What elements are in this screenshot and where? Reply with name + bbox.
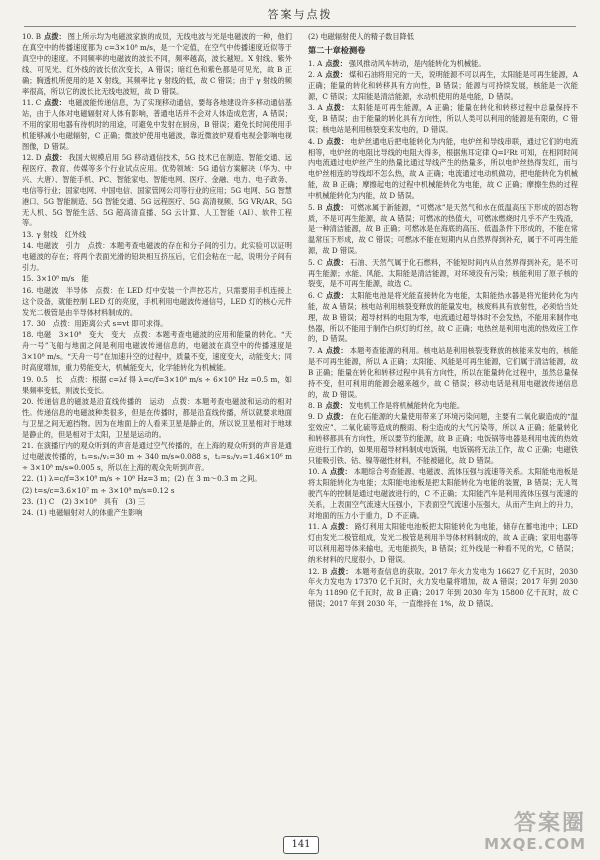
question-number: 16. (22, 285, 34, 295)
answer-text: 太阳能电池是将光能直接转化为电能，太阳能热水器是将光能转化为内能，故 A 错误；核电站利用核裂变释放的能量发电，核废料具有放射性，必须恰当处理，故 B 错误；超导材料的电阻为零，电流通过超导体时不会发热，不能用来制作电热器，所以不能用于制作白炽灯的灯丝，故 C 正确；电热丝是利用电流的热效应工作的，D 错误。 (308, 290, 578, 344)
hint-label: 点拨： (325, 202, 348, 212)
answer-text: 石油、天然气属于化石燃料，不能短时间内从自然界得到补充，是不可再生能源；水能、风能、太阳能是清洁能源，对环境没有污染；核能利用了原子核的裂变，是不可再生能源，故选 C。 (308, 257, 578, 289)
section-title: 第二十章检测卷 (308, 44, 366, 55)
answer-text: γ 射线 红外线 (36, 229, 87, 239)
question-number: 5. C (308, 257, 323, 267)
answer-entry (22, 241, 292, 274)
answer-entry (308, 32, 578, 43)
hint-label: 点拨： (325, 412, 348, 422)
answer-entry (22, 230, 292, 241)
answer-entry (308, 70, 578, 103)
header-divider (24, 26, 576, 27)
hint-label: 点拨： (44, 152, 67, 162)
right-column (308, 32, 578, 611)
question-number: 12. D (22, 152, 42, 162)
answer-text: 在演播厅内的观众听到的声音是通过空气传播的，在上海的观众听到的声音是通过电磁波传播的，t₁=s₁/v₁=30 m ÷ 340 m/s≈0.088 s，t₂=s₂/v₂=1.46×10⁶ m ÷ 3×10⁸ m/s≈0.005 s，所以在上海的观众先听到声音。 (22, 441, 292, 472)
answer-text: 在化石能源的大量使用带来了环境污染问题，主要有二氧化碳造成的“温室效应”、二氧化硫等造成的酸雨、粉尘造成的大气污染等，所以 A 正确；能量转化和转移都具有方向性，所以要节约能源，故 B 正确；电饭锅等电器是利用电流的热效应进行工作的，如果用超导材料制成电饭锅，电饭锅将无法工作，故 C 正确；电磁铁只能吸引铁、钴、镍等磁性材料，不能被磁化，故 D 错误。 (308, 412, 578, 465)
answer-text: 太阳能是可再生能源，A 正确；能量在转化和转移过程中总量保持不变，B 错误；由于能量的转化具有方向性，所以人类可以利用的能源是有限的，C 错误；核电站是利用核裂变来发电的，D 错误。 (308, 103, 578, 135)
question-number: 6. C (308, 290, 323, 300)
answer-entry (308, 567, 578, 611)
answer-entry (22, 98, 292, 153)
question-number: 22. (22, 474, 34, 484)
answer-text: (1) C (2) 3×10⁸ 具有 (3) 三 (36, 497, 146, 507)
answer-text: 本题考查能源的利用。核电站是利用核裂变释放的核能来发电的，核能是不可再生能源，所以 A 正确；太阳能、风能是可再生能源，它们属于清洁能源，故 B 正确；能量在转化和转移过程中具有方向性，所以在能量转化过程中，虽然总量保持不变，但可利用的能源会越来越少，故 C 错误；移动电话是利用电磁波传递信息的，故 D 错误。 (308, 345, 578, 399)
question-number: 17. (22, 319, 34, 329)
answer-entry (22, 497, 292, 508)
answer-entry (22, 153, 292, 229)
answer-text: 电磁波能传递信息，为了实现移动通信，要每各地建设许多移动通信基站，由于人体对电磁辐射对人体有影响，普通电话并不会对人体造成危害，A 错误；不用的家用电器有待机时的用途，可避免中发射在厨房，B 错误；避免长时间使用手机能够减小电磁辐射，C 正确；微波炉使用电磁波，靠近微波炉观看电视会影响电视图像，D 错误。 (22, 97, 292, 151)
answer-text: 3×10⁸ m/s 能 (36, 274, 89, 284)
answer-entry (308, 401, 578, 412)
answer-entry (308, 203, 578, 258)
watermark-logo (484, 811, 586, 854)
answer-text: 30 点拨：用距离公式 s=vt 即可求得。 (36, 319, 168, 329)
hint-label: 点拨： (329, 467, 352, 477)
answer-text: 路灯利用太阳能电池板把太阳能转化为电能，储存在蓄电池中；LED 灯由发光二极管组成，发光二极管是利用半导体材料制成的，故 A 正确；家用电器等可以利用超导体来输电，无电能损失，B 错误；红外线是一种看不见的光，C 错误；纳米材料的尺度很小，D 错误。 (308, 522, 578, 565)
page-number: 141 (283, 836, 319, 854)
answer-entry (22, 274, 292, 285)
hint-label: 点拨： (44, 32, 66, 41)
question-number: 4. D (308, 136, 324, 146)
question-number: 12. B (308, 566, 328, 576)
question-number: 5. B (308, 202, 323, 212)
question-number: 7. A (308, 345, 323, 355)
hint-label: 点拨： (330, 566, 353, 576)
hint-label: 点拨： (330, 522, 353, 532)
answer-entry (22, 32, 292, 97)
answer-text: 发电机工作是将机械能转化为电能。 (349, 400, 465, 410)
answer-entry (22, 319, 292, 330)
answer-entry (308, 412, 578, 467)
answer-text: 图上所示均为电磁波家族的成员，无线电波与光是电磁波的一种，他们在真空中的传播速度都为 c=3×10⁸ m/s，是一个定值，在空气中传播速度近似等于真空中的速度。不同频率的电磁波的波长不同，频率越高，波长越短。X 射线、紫外线、可见光、红外线的波长依次变长，A 错误；暗红色和紫色都是可见光，故 B 正确；胸透机所使用的是 X 射线，其频率比 γ 射线的低，故 C 错误；由于 γ 射线的频率很高，所以它的波长比无线电波短，故 D 错误。 (22, 32, 292, 96)
hint-label: 点拨： (325, 103, 349, 113)
page-header: 答案与点拨 (267, 8, 333, 21)
question-number: 8. B (308, 400, 323, 410)
answer-entry (22, 508, 292, 519)
question-number: 2. A (308, 70, 323, 80)
hint-label: 点拨： (325, 290, 349, 300)
answer-text: (2) t=s/c=3.6×10⁷ m ÷ 3×10⁸ m/s=0.12 s (22, 485, 175, 495)
question-number: 24. (22, 508, 34, 518)
answer-text: (1) λ=c/f=3×10⁸ m/s ÷ 10⁸ Hz=3 m；(2) 在 3 m～0.3 m 之间。 (36, 474, 262, 484)
question-number: 13. (22, 229, 34, 239)
hint-label: 点拨： (325, 58, 347, 68)
question-number: 18. (22, 330, 34, 340)
hint-label: 点拨： (325, 257, 349, 267)
answer-text: 电磁波 引力 点拨：本题考查电磁波的存在和分子间的引力。此实验可以证明电磁波的存在；将两个表面光滑的铅块相互挤压后，它们会粘在一起，说明分子间有引力。 (22, 241, 292, 273)
answer-text: 电炉丝通电后把电能转化为内能，电炉丝和导线串联，通过它们的电流相等，电炉丝的电阻比导线的电阻大得多，根据焦耳定律 Q=I²Rt 可知，在相同时间内电流通过电炉丝产生的热量比通过导线产生的热量多，所以电炉丝热得发红，而与电炉丝相连的导线却不怎么热，故 A 正确；电流通过电动机做功，把电能转化为机械能，故 B 正确；摩擦起电的过程中机械能转化为电能，故 C 正确；摩擦生热的过程中机械能转化为内能，故 D 错误。 (308, 136, 578, 201)
question-number: 10. A (308, 467, 327, 477)
question-number: 23. (22, 497, 34, 507)
question-number: 20. (22, 396, 34, 406)
question-number: 9. D (308, 412, 323, 422)
question-number: 21. (22, 441, 34, 451)
answer-entry (22, 375, 292, 397)
hint-label: 点拨： (326, 136, 349, 146)
hint-label: 点拨： (325, 400, 348, 410)
answer-entry (308, 291, 578, 346)
answer-entry (308, 522, 578, 566)
answer-text: (1) 电磁辐射对人的体重产生影响 (36, 508, 143, 518)
answer-entry (308, 137, 578, 202)
question-number: 15. (22, 274, 34, 284)
answer-entry (308, 258, 578, 291)
answer-text: 本题考查信息的获取。2017 年火力发电为 16627 亿千瓦时，2030 年火力发电为 17370 亿千瓦时，火力发电量将增加，故 A 错误；2017 年到 2030 年为 11890 亿千瓦时，故 B 正确；2017 年到 2030 年为 15800 亿千瓦时，故 C 错误；2017 年到 2030 年，一直维持在 1%，故 D 错误。 (308, 566, 578, 609)
answer-text: 传递信息的磁波是沿直线传播的 运动 点拨：本题考查电磁波和运动的相对性。传递信息的电磁波种类很多，但是在传播时，都是沿直线传播，所以就要求地面与卫星之间无遮挡物。因为在地面上的人看来卫星是静止的，所以说卫星相对于地球是静止的，但是相对于太阳，卫星是运动的。 (22, 396, 292, 439)
answer-entry (22, 330, 292, 374)
hint-label: 点拨： (44, 97, 66, 107)
question-number: 11. C (22, 97, 42, 107)
answer-text: 本题综合考查能源、电磁波、流体压强与流速等关系。太阳能电池板是将太阳能转化为电能；太阳能电池板是把太阳能转化为电能的装置，B 错误；无人驾驶汽车的控制是通过电磁波进行的，C 不正确；太阳能汽车是利用流体压强与流速的关系，上表面空气流速大压强小，下表面空气流速小压强大，从而产生向上的升力，对地面的压力小于重力，D 不正确。 (308, 467, 578, 520)
answer-text: 电磁波 半导体 点拨：在 LED 灯中安装一个声控芯片，只需要用手机连接上这个设备，就能控制 LED 灯的亮度，手机利用电磁波传递信号，LED 灯的核心元件发光二极管是由半导体材料制成的。 (22, 285, 292, 317)
answer-entry (308, 467, 578, 522)
answer-text: 电磁 3×10⁸ 变大 变大 点拨：本题考查电磁波的应用和能量的转化。“天舟一号”飞船与地面之间是利用电磁波传递信息的，电磁波在真空中的传播速度是 3×10⁸ m/s。“天舟一号”在加速升空的过程中，质量不变，速度变大，动能变大；同时高度增加，重力势能变大，机械能变大，化学能转化为机械能。 (22, 330, 292, 373)
answer-text: 强风推动风车转动，是内能转化为机械能。 (348, 58, 486, 68)
hint-label: 点拨： (325, 345, 348, 355)
left-column (22, 32, 292, 520)
watermark-text-url: MXQE.COM (484, 835, 586, 853)
question-number: 19. (22, 374, 34, 384)
answer-text: (2) 电磁辐射使人的精子数目降低 (308, 32, 414, 41)
answer-entry (22, 486, 292, 497)
question-number: 10. B (22, 32, 42, 41)
watermark-text-main: 答案圈 (513, 811, 586, 836)
answer-text: 可燃冰属于新能源，“可燃冰”是天然气和水在低温高压下形成的固态物质，不是可再生能源，故 A 错误；可燃冰的热值大，可燃冰燃烧时几乎不产生残渣，是一种清洁能源，故 B 正确；可燃冰是在海底的高压、低温条件下形成的，不能在常温常压下形成，故 C 错误；可燃冰不能在短期内从自然界得到补充，属于不可再生能源，故 D 错误。 (308, 202, 578, 256)
answer-entry (22, 474, 292, 485)
answer-text: 煤和石油将用完的一天，说明能源不可以再生，太阳能是可再生能源，A 正确；能量的转化和转移具有方向性，B 错误；能源与可持续发展，核能是一次能源，C 错误；太阳能是清洁能源，水动机使用的是电能，D 错误。 (308, 70, 578, 102)
hint-label: 点拨： (325, 70, 348, 80)
question-number: 11. A (308, 522, 328, 532)
answer-entry (22, 441, 292, 474)
answer-entry (22, 286, 292, 319)
question-number: 3. A (308, 103, 323, 113)
question-number: 14. (22, 241, 34, 251)
question-number: 1. A (308, 58, 323, 68)
answer-text: 0.5 长 点拨：根据 c=λf 得 λ=c/f=3×10⁸ m/s ÷ 6×10⁸ Hz =0.5 m，如果频率变低，则波长变长。 (22, 374, 292, 395)
answer-entry (308, 59, 578, 70)
answer-entry (308, 346, 578, 401)
answer-entry (22, 397, 292, 441)
answer-text: 我国大规模启用 5G 移动通信技术，5G 技术已在制造、智能交通、远程医疗、教育、传媒等多个行业试点应用。优势领域：5G 通信方案解决（华为、中兴、大唐）、智能手机、PC、智能家电、智能电网、医疗、金融、电力、电子政务、电信等行业；国家电网、中国电信、国家管网公司等行业的应用；5G 电网、5G 智慧港口、5G 智能制造、5G 智能交通、5G 远程医疗、5G 高清视频、5G VR/AR、5G 无人机、5G 智能生活、5G 超高清直播、5G 云计算、人工智能（AI）、软件工程等。 (22, 152, 292, 228)
answer-entry (308, 103, 578, 136)
